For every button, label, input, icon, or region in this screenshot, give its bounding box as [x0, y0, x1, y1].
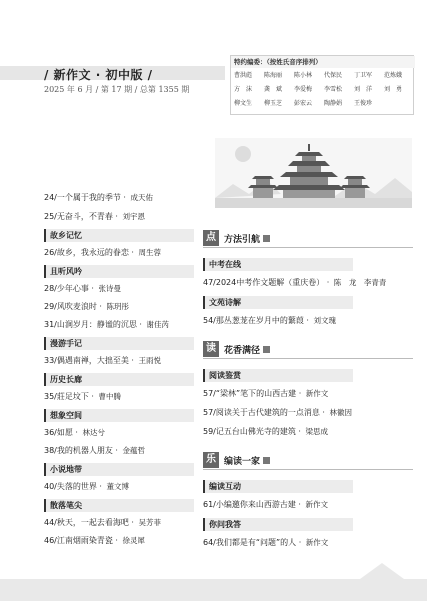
- pagoda-illustration: [215, 138, 412, 208]
- editor-name: 柳文生: [234, 100, 253, 107]
- editor-name: 陈小林: [294, 72, 313, 79]
- editors-list: [234, 70, 414, 109]
- entry-title: 33/偶遇南禅，大拙至美: [44, 356, 129, 365]
- section-heading: 散落笔尖: [44, 499, 194, 512]
- editor-name: 王俊珍: [354, 100, 373, 107]
- section-heading: 阅读鉴赏: [203, 369, 353, 382]
- entry-title: 26/故乡，我永远的眷恋: [44, 248, 129, 257]
- entry-author: 新作文: [305, 500, 329, 509]
- entry-title: 40/失落的世界: [44, 482, 97, 491]
- entry-title: 57/阅读关于古代建筑的一点消息: [203, 408, 320, 417]
- toc-entry: 26/故乡，我永远的眷恋 · 周生蓉: [44, 248, 162, 257]
- entry-title: 28/少年心事: [44, 284, 89, 293]
- entry-author: 林徽因: [329, 408, 353, 417]
- section-heading: 你问我答: [203, 518, 353, 531]
- toc-entry: 57/“梁林”笔下的山西古建 · 新作文: [203, 389, 329, 398]
- toc-entry: 47/2024中考作文题解（重庆卷） · 陈 龙 李青青: [203, 278, 387, 287]
- editor-name: 李爱梅: [294, 86, 313, 93]
- rubric-badge-icon: 读: [203, 341, 219, 357]
- entry-title: 54/那丛葱茏在岁月中的蘩葭: [203, 316, 304, 325]
- entry-author: 王雨悦: [138, 356, 162, 365]
- entry-title: 44/秋天，一起去看海吧: [44, 518, 129, 527]
- toc-entry: 25/无奋斗，不青春 · 刘宇恩: [44, 212, 146, 221]
- square-icon: [263, 235, 270, 242]
- toc-entry: 46/江南烟雨染青瓷 · 徐灵犀: [44, 536, 146, 545]
- entry-title: 35/莊足坟下: [44, 392, 89, 401]
- entry-title: 38/我的机器人朋友: [44, 446, 113, 455]
- rubric-title-text: 花香满径: [224, 346, 261, 356]
- editor-name: 李雪松: [324, 86, 343, 93]
- toc-entry: 29/风吹麦浪时 · 陈玥彤: [44, 302, 130, 311]
- toc-entry: 57/阅读关于古代建筑的一点消息 · 林徽因: [203, 408, 353, 417]
- toc-entry: 33/偶遇南禅，大拙至美 · 王雨悦: [44, 356, 162, 365]
- section-heading: 漫游手记: [44, 337, 194, 350]
- section-heading: 故乡记忆: [44, 229, 194, 242]
- editor-name: 龚 斌: [264, 86, 283, 93]
- rubric-badge-icon: 点: [203, 230, 219, 246]
- entry-author: 陈玥彤: [106, 302, 130, 311]
- square-icon: [263, 346, 270, 353]
- toc-entry: 59/记五台山佛光寺的建筑 · 梁思成: [203, 427, 329, 436]
- editor-name: 曹洪彪: [234, 72, 253, 79]
- rubric-badge-icon: 乐: [203, 452, 219, 468]
- entry-title: 24/一个属于我的季节: [44, 193, 121, 202]
- editor-name: 柳玉芝: [264, 100, 283, 107]
- entry-title: 46/江南烟雨染青瓷: [44, 536, 113, 545]
- entry-title: 36/如愿: [44, 428, 73, 437]
- entry-author: 陈 龙 李青青: [333, 278, 387, 287]
- square-icon: [263, 457, 270, 464]
- entry-author: 周生蓉: [138, 248, 162, 257]
- entry-title: 47/2024中考作文题解（重庆卷）: [203, 278, 325, 287]
- toc-entry: 24/一个属于我的季节 · 成天佑: [44, 193, 154, 202]
- toc-entry: 40/失落的世界 · 董文博: [44, 482, 130, 491]
- entry-author: 张诗曼: [98, 284, 122, 293]
- editor-name: 丁卫军: [354, 72, 373, 79]
- entry-author: 徐灵犀: [122, 536, 146, 545]
- toc-entry: 35/莊足坟下 · 曹中腾: [44, 392, 122, 401]
- issue-line: 2025 年 6 月 / 第 17 期 / 总第 1355 期: [44, 85, 190, 94]
- toc-entry: 61/小编邀你来山西游古建 · 新作文: [203, 500, 329, 509]
- entry-author: 董文博: [106, 482, 130, 491]
- entry-author: 林达兮: [82, 428, 106, 437]
- entry-author: 新作文: [305, 538, 329, 547]
- entry-author: 成天佑: [130, 193, 154, 202]
- footer-tab: [360, 563, 404, 579]
- section-heading: 编读互动: [203, 480, 353, 493]
- editor-name: 彭宏云: [294, 100, 313, 107]
- entry-author: 曹中腾: [98, 392, 122, 401]
- toc-entry: 64/我们都是有“问题”的人 · 新作文: [203, 538, 329, 547]
- toc-entry: 31/山涧岁月：静谧的沉思 · 谢佳芮: [44, 320, 170, 329]
- entry-title: 61/小编邀你来山西游古建: [203, 500, 296, 509]
- section-heading: 且听风吟: [44, 265, 194, 278]
- section-heading: 中考在线: [203, 258, 353, 271]
- rubric-title: [224, 343, 270, 356]
- editor-name: 方 沫: [234, 86, 253, 93]
- editors-box: [230, 55, 414, 115]
- rubric-divider: [203, 358, 413, 359]
- entry-title: 64/我们都是有“问题”的人: [203, 538, 297, 547]
- rubric-divider: [203, 247, 413, 248]
- editor-name: 刘 洋: [354, 86, 373, 93]
- rubric-title: [224, 454, 270, 467]
- entry-author: 刘文瑰: [313, 316, 337, 325]
- toc-entry: 54/那丛葱茏在岁月中的蘩葭 · 刘文瑰: [203, 316, 337, 325]
- entry-author: 谢佳芮: [146, 320, 170, 329]
- section-heading: 历史长廊: [44, 373, 194, 386]
- entry-author: 梁思成: [305, 427, 329, 436]
- entry-title: 57/“梁林”笔下的山西古建: [203, 389, 297, 398]
- section-heading: 文苑诗解: [203, 296, 353, 309]
- entry-title: 29/风吹麦浪时: [44, 302, 97, 311]
- rubric-title-text: 编读一家: [224, 457, 261, 467]
- toc-entry: 44/秋天，一起去看海吧 · 吴芳菲: [44, 518, 162, 527]
- entry-title: 25/无奋斗，不青春: [44, 212, 113, 221]
- section-heading: 想象空间: [44, 409, 194, 422]
- editor-name: 刘 勇: [384, 86, 403, 93]
- entry-title: 59/记五台山佛光寺的建筑: [203, 427, 296, 436]
- toc-entry: 36/如愿 · 林达兮: [44, 428, 106, 437]
- rubric-title: [224, 232, 270, 245]
- entry-author: 新作文: [305, 389, 329, 398]
- entry-author: 金蕴哲: [122, 446, 146, 455]
- editors-heading: 特约编委：（按姓氏音序排列）: [231, 56, 415, 68]
- editor-name: 范炼娥: [384, 72, 403, 79]
- footer-band: [0, 579, 427, 601]
- rubric-divider: [203, 469, 413, 470]
- entry-author: 吴芳菲: [138, 518, 162, 527]
- editor-name: 陈海丽: [264, 72, 283, 79]
- magazine-title: / 新作文 · 初中版 /: [44, 68, 153, 82]
- rubric-title-text: 方法引航: [224, 235, 261, 245]
- entry-author: 刘宇恩: [122, 212, 146, 221]
- toc-entry: 38/我的机器人朋友 · 金蕴哲: [44, 446, 146, 455]
- entry-title: 31/山涧岁月：静谧的沉思: [44, 320, 137, 329]
- pagoda-icon: [215, 138, 412, 208]
- section-heading: 小说地带: [44, 463, 194, 476]
- editor-name: 代保民: [324, 72, 343, 79]
- toc-entry: 28/少年心事 · 张诗曼: [44, 284, 122, 293]
- editor-name: 陶静娟: [324, 100, 343, 107]
